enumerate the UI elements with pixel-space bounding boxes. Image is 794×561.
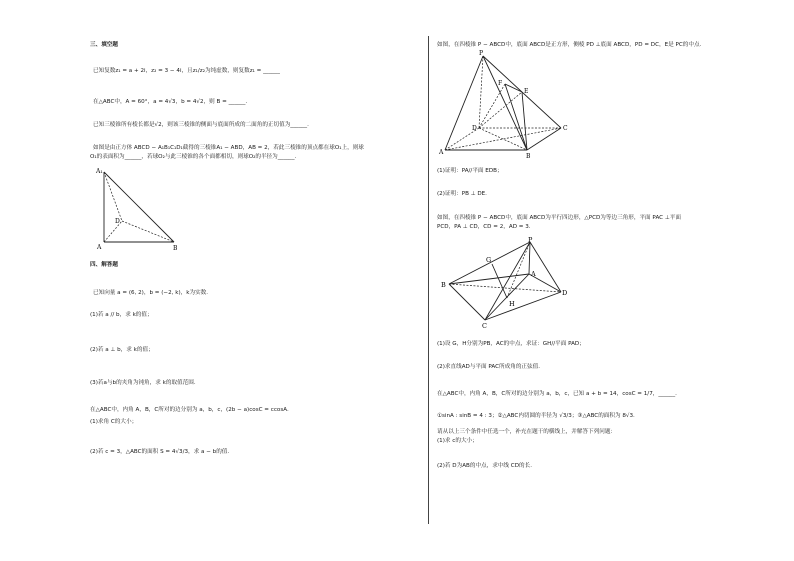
question-cube-sphere-line2: O₁的表面积为______，若球O₂与此三棱锥的各个面都相切，则球O₂的半径为______.	[90, 154, 297, 160]
question-choose-condition-instruction: 请从以上三个条件中任选一个，补充在题干的横线上，并解答下列问题：	[437, 429, 617, 435]
question-pyramid-square-part1: (1)证明：PA//平面 EDB；	[437, 168, 503, 174]
pyramid-square-figure	[437, 48, 573, 162]
label-e: E	[524, 88, 529, 95]
question-choose-condition-intro: 在△ABC中，内角 A，B，C所对的边分别为 a，b，c，已知 a + b = 14，cosC = 1/7，______.	[437, 391, 677, 397]
question-triangle-angle: 在△ABC中，A = 60°，a = 4√3，b = 4√2，则 B = ______.	[93, 99, 248, 105]
question-parallelogram-part2: (2)求直线AD与平面 PAC所成角的正弦值.	[437, 364, 540, 370]
label-g: G	[486, 256, 492, 264]
label-c: C	[482, 322, 487, 330]
section4-title: 四、解答题	[90, 262, 118, 268]
column-divider	[428, 36, 429, 524]
question-triangle-part1: (1)求角 C的大小；	[90, 419, 138, 425]
label-p: P	[479, 50, 484, 57]
label-h: H	[509, 300, 515, 308]
question-vector-part2: (2)若 a ⊥ b，求 k的值；	[90, 347, 154, 353]
question-pyramid-square-intro: 如图，在四棱锥 P − ABCD中，底面 ABCD是正方形，侧棱 PD ⊥底面 ABCD，PD = DC，E是 PC的中点.	[437, 42, 702, 48]
question-choose-condition-part2: (2)若 D为AB的中点，求中线 CD的长.	[437, 463, 532, 469]
question-triangle-intro: 在△ABC中，内角 A，B，C所对的边分别为 a，b，c，(2b − a)cosC = ccosA.	[90, 407, 289, 413]
label-d: D	[115, 218, 120, 225]
label-c: C	[563, 125, 568, 132]
question-parallelogram-line2: PCD，PA ⊥ CD，CD = 2，AD = 3.	[437, 224, 531, 230]
question-parallelogram-part1: (1)设 G，H分别为PB，AC的中点，求证：GH//平面 PAD；	[437, 341, 585, 347]
label-b: B	[173, 245, 178, 252]
question-complex-number: 已知复数z₁ = a + 2i，z₂ = 3 − 4i，且z₁/z₂为纯虚数，则复数z₁ = ______	[93, 68, 280, 74]
label-p: P	[528, 236, 533, 244]
question-tetrahedron-tangent: 已知三棱锥所有棱长都是√2，则该三棱锥的侧面与底面所成的二面角的正切值为______.	[93, 122, 309, 128]
label-a1: A₁	[96, 168, 103, 175]
label-b: B	[441, 281, 446, 289]
tetrahedron-figure	[92, 164, 184, 252]
label-a: A	[531, 270, 536, 278]
question-vector-intro: 已知向量 a = (6, 2)，b = (−2, k)，k为实数.	[93, 290, 209, 296]
label-a: A	[97, 244, 102, 251]
label-d: D	[562, 289, 568, 297]
question-parallelogram-line1: 如图，在四棱锥 P − ABCD中，底面 ABCD为平行四边形，△PCD为等边三角形，平面 PAC ⊥平面	[437, 215, 681, 221]
section3-title: 三、填空题	[90, 42, 118, 48]
label-f: F	[498, 80, 503, 87]
question-choose-condition-options: ①sinA : sinB = 4 : 3；②△ABC内切圆的半径为 √3/3；③△ABC的面积为 8√3.	[437, 413, 635, 419]
question-triangle-part2: (2)若 c = 3，△ABC的面积 S = 4√3/3，求 a − b的值.	[90, 449, 230, 455]
question-cube-sphere-line1: 如图是由正方体 ABCD − A₁B₁C₁D₁截得的三棱锥A₁ − ABD，AB = 2，若此三棱锥的顶点都在球O₁上，则球	[93, 145, 364, 151]
question-pyramid-square-part2: (2)证明：PB ⊥ DE.	[437, 191, 487, 197]
label-b: B	[526, 153, 531, 160]
pyramid-parallelogram-figure	[437, 232, 569, 330]
question-vector-part1: (1)若 a // b，求 k的值；	[90, 312, 153, 318]
label-a: A	[439, 149, 444, 156]
label-d: D	[472, 125, 477, 132]
question-choose-condition-part1: (1)求 c的大小；	[437, 438, 478, 444]
question-vector-part3: (3)若a与b的夹角为钝角，求 k的取值范围.	[90, 380, 196, 386]
